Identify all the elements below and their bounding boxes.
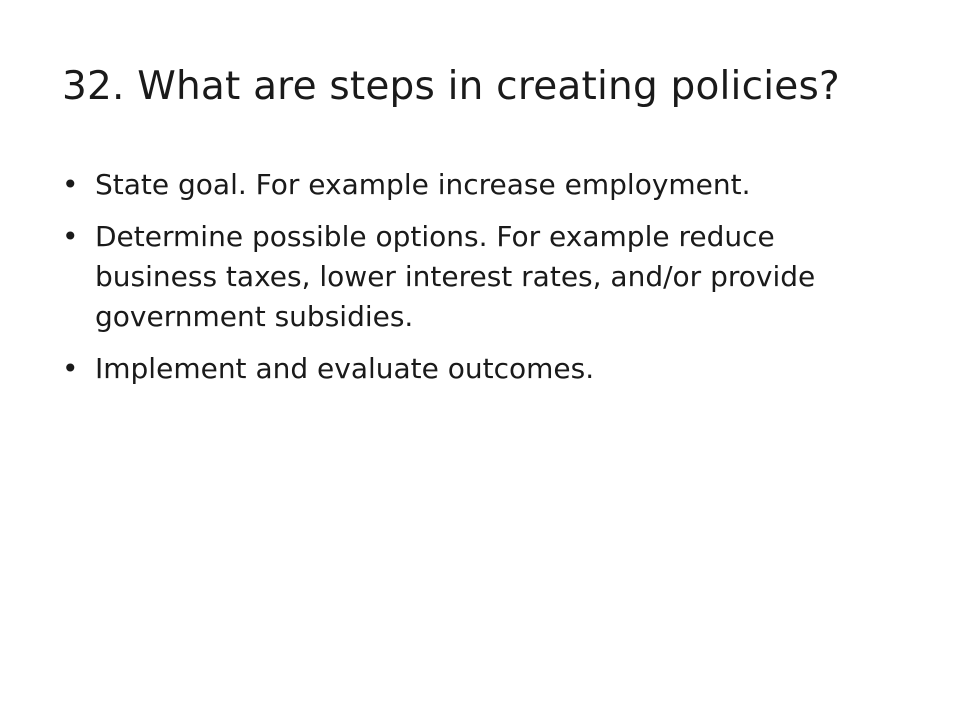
- slide-title: 32. What are steps in creating policies?: [62, 64, 840, 109]
- bullet-text: Implement and evaluate outcomes.: [95, 352, 595, 385]
- bullet-dot-icon: •: [62, 352, 79, 385]
- bullet-item: [62, 217, 852, 337]
- bullet-text: State goal. For example increase employment.: [95, 168, 751, 201]
- bullet-dot-icon: •: [62, 220, 79, 253]
- bullet-dot-icon: •: [62, 168, 79, 201]
- bullet-text: Determine possible options. For example reduce business taxes, lower interest rates, and/or provide government subsidies.: [95, 220, 816, 333]
- bullet-item: [62, 349, 852, 389]
- bullet-list: [62, 165, 852, 401]
- bullet-item: [62, 165, 852, 205]
